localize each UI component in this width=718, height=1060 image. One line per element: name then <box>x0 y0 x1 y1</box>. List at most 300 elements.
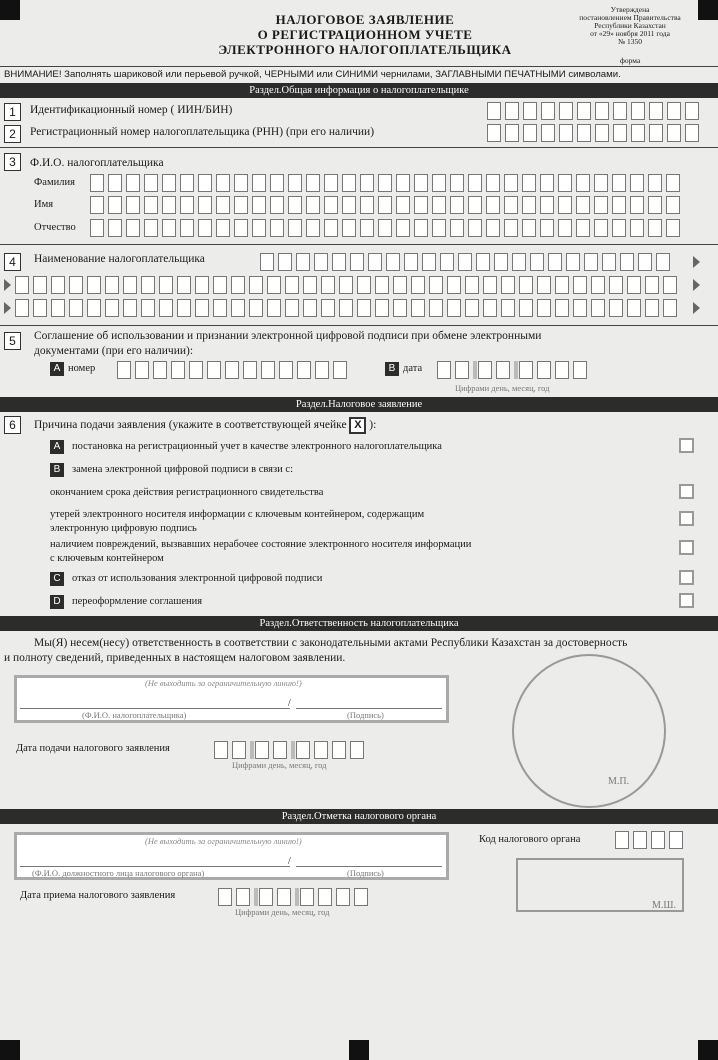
input-cell[interactable] <box>213 299 227 317</box>
continue-arrow-icon <box>693 302 700 314</box>
input-cell[interactable] <box>270 219 284 237</box>
input-cell[interactable] <box>342 219 356 237</box>
input-cell[interactable] <box>314 253 328 271</box>
input-cell[interactable] <box>15 299 29 317</box>
input-cell[interactable] <box>396 196 410 214</box>
input-cell[interactable] <box>422 253 436 271</box>
input-cell[interactable] <box>465 276 479 294</box>
reason-b1-checkbox[interactable] <box>679 484 694 499</box>
input-cell[interactable] <box>198 219 212 237</box>
input-cell[interactable] <box>378 174 392 192</box>
input-cell[interactable] <box>648 196 662 214</box>
input-cell[interactable] <box>126 219 140 237</box>
input-cell[interactable] <box>483 276 497 294</box>
agreement-number-cells[interactable] <box>117 361 351 379</box>
agreement-date-label: дата <box>403 363 423 374</box>
divider <box>0 66 718 67</box>
input-cell[interactable] <box>198 174 212 192</box>
field-number: 4 <box>4 253 21 271</box>
input-cell[interactable] <box>468 219 482 237</box>
input-cell[interactable] <box>360 174 374 192</box>
input-cell[interactable] <box>530 253 544 271</box>
input-cell[interactable] <box>267 276 281 294</box>
input-cell[interactable] <box>357 299 371 317</box>
input-cell[interactable] <box>630 174 644 192</box>
input-cell[interactable] <box>630 196 644 214</box>
section4-header: Раздел.Отметка налогового органа <box>0 809 718 824</box>
input-cell[interactable] <box>476 253 490 271</box>
reason-b1-label: окончанием срока действия регистрационного свидетельства <box>50 487 324 498</box>
input-cell[interactable] <box>177 276 191 294</box>
input-cell[interactable] <box>126 174 140 192</box>
input-cell[interactable] <box>411 299 425 317</box>
input-cell[interactable] <box>288 196 302 214</box>
section3-header: Раздел.Ответственность налогоплательщика <box>0 616 718 631</box>
input-cell[interactable] <box>404 253 418 271</box>
input-cell[interactable] <box>315 361 329 379</box>
input-cell[interactable] <box>195 276 209 294</box>
input-cell[interactable] <box>278 253 292 271</box>
input-cell[interactable] <box>663 299 677 317</box>
input-cell[interactable] <box>324 174 338 192</box>
input-cell[interactable] <box>296 253 310 271</box>
approval-note <box>568 6 692 46</box>
option-letter: D <box>50 595 64 609</box>
input-cell[interactable] <box>393 276 407 294</box>
taxpayer-name-cells[interactable] <box>15 299 681 317</box>
input-cell[interactable] <box>368 253 382 271</box>
input-cell[interactable] <box>159 276 173 294</box>
input-cell[interactable] <box>594 174 608 192</box>
input-cell[interactable] <box>321 299 335 317</box>
input-cell[interactable] <box>573 276 587 294</box>
reason-b2-label: электронную цифровую подпись <box>50 523 197 534</box>
input-cell[interactable] <box>411 276 425 294</box>
input-cell[interactable] <box>231 276 245 294</box>
date-hint: Цифрами день, месяц, год <box>455 383 550 393</box>
input-cell[interactable] <box>279 361 293 379</box>
reason-d-checkbox[interactable] <box>679 593 694 608</box>
input-cell[interactable] <box>519 276 533 294</box>
tax-authority-code-cells[interactable] <box>615 831 687 849</box>
reason-b2-checkbox[interactable] <box>679 511 694 526</box>
input-cell[interactable] <box>144 196 158 214</box>
input-cell[interactable] <box>252 174 266 192</box>
approval-line: от «29» ноября 2011 года <box>590 29 670 38</box>
date-hint: Цифрами день, месяц, год <box>235 907 330 917</box>
reason-b3-checkbox[interactable] <box>679 540 694 555</box>
input-cell[interactable] <box>216 219 230 237</box>
section2-header: Раздел.Налоговое заявление <box>0 397 718 412</box>
reason-label <box>34 417 376 434</box>
patronymic-label: Отчество <box>34 222 76 233</box>
field-number: 1 <box>4 103 21 121</box>
input-cell[interactable] <box>591 299 605 317</box>
input-cell[interactable] <box>375 276 389 294</box>
input-cell[interactable] <box>630 219 644 237</box>
input-cell[interactable] <box>432 219 446 237</box>
input-cell[interactable] <box>512 253 526 271</box>
sign-line <box>296 708 442 709</box>
input-cell[interactable] <box>594 196 608 214</box>
input-cell[interactable] <box>504 174 518 192</box>
reason-b-label: замена электронной цифровой подписи в связи с: <box>72 464 293 475</box>
input-cell[interactable] <box>494 253 508 271</box>
acceptance-date-label: Дата приема налогового заявления <box>20 890 176 901</box>
input-cell[interactable] <box>303 299 317 317</box>
separator: / <box>288 698 291 709</box>
reason-label-text: Причина подачи заявления (укажите в соответствующей ячейке <box>34 419 347 431</box>
field-number: 5 <box>4 332 21 350</box>
input-cell[interactable] <box>285 299 299 317</box>
input-cell[interactable] <box>393 299 407 317</box>
input-cell[interactable] <box>483 299 497 317</box>
input-cell[interactable] <box>324 219 338 237</box>
input-cell[interactable] <box>414 219 428 237</box>
input-cell[interactable] <box>378 219 392 237</box>
input-cell[interactable] <box>260 253 274 271</box>
input-cell[interactable] <box>105 299 119 317</box>
reason-c-label: отказ от использования электронной цифровой подписи <box>72 573 323 584</box>
input-cell[interactable] <box>135 361 149 379</box>
input-cell[interactable] <box>648 174 662 192</box>
input-cell[interactable] <box>180 219 194 237</box>
input-cell[interactable] <box>360 219 374 237</box>
input-cell[interactable] <box>270 174 284 192</box>
input-cell[interactable] <box>249 276 263 294</box>
input-cell[interactable] <box>252 196 266 214</box>
input-cell[interactable] <box>15 276 29 294</box>
sign-line <box>296 866 442 867</box>
input-cell[interactable] <box>591 276 605 294</box>
input-cell[interactable] <box>602 253 616 271</box>
input-cell[interactable] <box>504 219 518 237</box>
reason-b3-label: с ключевым контейнером <box>50 553 164 564</box>
input-cell[interactable] <box>501 276 515 294</box>
input-cell[interactable] <box>339 276 353 294</box>
input-cell[interactable] <box>90 196 104 214</box>
reason-d-label: переоформление соглашения <box>72 596 203 607</box>
input-cell[interactable] <box>666 174 680 192</box>
input-cell[interactable] <box>468 174 482 192</box>
rnn-cells[interactable] <box>487 124 703 142</box>
divider <box>0 244 718 245</box>
corner-marker <box>698 1040 718 1060</box>
input-cell[interactable] <box>342 174 356 192</box>
input-cell[interactable] <box>645 276 659 294</box>
input-cell[interactable] <box>213 276 227 294</box>
input-cell[interactable] <box>396 219 410 237</box>
input-cell[interactable] <box>159 299 173 317</box>
input-cell[interactable] <box>573 299 587 317</box>
input-cell[interactable] <box>584 253 598 271</box>
input-cell[interactable] <box>252 219 266 237</box>
input-cell[interactable] <box>216 174 230 192</box>
input-cell[interactable] <box>162 196 176 214</box>
agreement-date-cells[interactable] <box>437 361 591 379</box>
input-cell[interactable] <box>333 361 347 379</box>
date-hint: Цифрами день, месяц, год <box>232 760 327 770</box>
reason-label-text: ): <box>369 419 377 431</box>
input-cell[interactable] <box>432 174 446 192</box>
input-cell[interactable] <box>225 361 239 379</box>
corner-marker <box>698 0 718 20</box>
input-cell[interactable] <box>360 196 374 214</box>
field-number: 3 <box>4 153 21 171</box>
input-cell[interactable] <box>141 276 155 294</box>
input-cell[interactable] <box>648 219 662 237</box>
input-cell[interactable] <box>627 299 641 317</box>
tax-authority-code-label: Код налогового органа <box>479 834 581 845</box>
input-cell[interactable] <box>566 253 580 271</box>
input-cell[interactable] <box>458 253 472 271</box>
input-cell[interactable] <box>555 299 569 317</box>
input-cell[interactable] <box>450 196 464 214</box>
input-cell[interactable] <box>576 174 590 192</box>
input-cell[interactable] <box>339 299 353 317</box>
section1-header: Раздел.Общая информация о налогоплательщике <box>0 83 718 98</box>
approval-line: постановлением Правительства <box>579 13 681 22</box>
reason-b3-label: наличием повреждений, вызвавших нерабочее состояние электронного носителя информации <box>50 539 472 550</box>
input-cell[interactable] <box>414 174 428 192</box>
agreement-number-label: номер <box>68 363 96 374</box>
input-cell[interactable] <box>558 219 572 237</box>
patronymic-cells[interactable] <box>90 219 684 237</box>
input-cell[interactable] <box>440 253 454 271</box>
approval-line: Республики Казахстан <box>594 21 666 30</box>
input-cell[interactable] <box>90 219 104 237</box>
input-cell[interactable] <box>594 219 608 237</box>
input-cell[interactable] <box>141 299 155 317</box>
reason-a-label: постановка на регистрационный учет в качестве электронного налогоплательщика <box>72 441 442 452</box>
responsibility-text: Мы(Я) несем(несу) ответственность в соответствии с законодательными актами Республики Казахстан за достоверность <box>34 637 628 649</box>
rnn-label: Регистрационный номер налогоплательщика (РНН) (при его наличии) <box>30 126 375 138</box>
input-cell[interactable] <box>486 196 500 214</box>
input-cell[interactable] <box>620 253 634 271</box>
input-cell[interactable] <box>87 299 101 317</box>
input-cell[interactable] <box>627 276 641 294</box>
input-cell[interactable] <box>447 276 461 294</box>
approval-line: Утверждена <box>610 5 650 14</box>
signature-hint: (Не выходить за ограничительную линию!) <box>145 836 302 846</box>
input-cell[interactable] <box>450 174 464 192</box>
input-cell[interactable] <box>414 196 428 214</box>
input-cell[interactable] <box>162 219 176 237</box>
input-cell[interactable] <box>375 299 389 317</box>
input-cell[interactable] <box>558 196 572 214</box>
input-cell[interactable] <box>555 276 569 294</box>
input-cell[interactable] <box>153 361 167 379</box>
signature-hint: (Не выходить за ограничительную линию!) <box>145 678 302 688</box>
input-cell[interactable] <box>324 196 338 214</box>
reason-b2-label: утерей электронного носителя информации с ключевым контейнером, содержащим <box>50 509 425 520</box>
acceptance-date-cells[interactable] <box>218 888 372 906</box>
input-cell[interactable] <box>656 253 670 271</box>
input-cell[interactable] <box>558 174 572 192</box>
input-cell[interactable] <box>612 219 626 237</box>
divider <box>0 325 718 326</box>
input-cell[interactable] <box>638 253 652 271</box>
input-cell[interactable] <box>666 196 680 214</box>
input-cell[interactable] <box>522 174 536 192</box>
input-cell[interactable] <box>267 299 281 317</box>
input-cell[interactable] <box>306 174 320 192</box>
input-cell[interactable] <box>501 299 515 317</box>
input-cell[interactable] <box>231 299 245 317</box>
input-cell[interactable] <box>540 219 554 237</box>
input-cell[interactable] <box>465 299 479 317</box>
input-cell[interactable] <box>486 174 500 192</box>
input-cell[interactable] <box>234 219 248 237</box>
input-cell[interactable] <box>612 196 626 214</box>
input-cell[interactable] <box>234 174 248 192</box>
input-cell[interactable] <box>342 196 356 214</box>
divider <box>0 147 718 148</box>
input-cell[interactable] <box>357 276 371 294</box>
input-cell[interactable] <box>177 299 191 317</box>
input-cell[interactable] <box>306 219 320 237</box>
input-cell[interactable] <box>171 361 185 379</box>
input-cell[interactable] <box>432 196 446 214</box>
input-cell[interactable] <box>447 299 461 317</box>
input-cell[interactable] <box>486 219 500 237</box>
input-cell[interactable] <box>350 253 364 271</box>
title-line: ЭЛЕКТРОННОГО НАЛОГОПЛАТЕЛЬЩИКА <box>218 42 512 57</box>
input-cell[interactable] <box>540 196 554 214</box>
input-cell[interactable] <box>297 361 311 379</box>
input-cell[interactable] <box>288 174 302 192</box>
approval-line: № 1350 <box>617 37 643 46</box>
input-cell[interactable] <box>429 299 443 317</box>
form-label: форма <box>620 56 641 65</box>
separator: / <box>288 856 291 867</box>
input-cell[interactable] <box>504 196 518 214</box>
input-cell[interactable] <box>429 276 443 294</box>
input-cell[interactable] <box>522 196 536 214</box>
fio-line <box>20 866 290 867</box>
input-cell[interactable] <box>90 174 104 192</box>
taxpayer-name-cells[interactable] <box>15 276 681 294</box>
reason-c-checkbox[interactable] <box>679 570 694 585</box>
taxpayer-name-label: Наименование налогоплательщика <box>34 253 205 265</box>
input-cell[interactable] <box>207 361 221 379</box>
input-cell[interactable] <box>261 361 275 379</box>
input-cell[interactable] <box>162 174 176 192</box>
input-cell[interactable] <box>321 276 335 294</box>
submission-date-cells[interactable] <box>214 741 368 759</box>
input-cell[interactable] <box>522 219 536 237</box>
input-cell[interactable] <box>180 174 194 192</box>
input-cell[interactable] <box>123 276 137 294</box>
input-cell[interactable] <box>270 196 284 214</box>
input-cell[interactable] <box>108 219 122 237</box>
title-line: О РЕГИСТРАЦИОННОМ УЧЕТЕ <box>257 27 473 42</box>
input-cell[interactable] <box>519 299 533 317</box>
input-cell[interactable] <box>51 299 65 317</box>
input-cell[interactable] <box>450 219 464 237</box>
input-cell[interactable] <box>234 196 248 214</box>
sign-caption: (Подпись) <box>347 868 384 878</box>
input-cell[interactable] <box>612 174 626 192</box>
fio-caption: (Ф.И.О. должностного лица налогового органа) <box>32 868 205 878</box>
reason-a-checkbox[interactable] <box>679 438 694 453</box>
input-cell[interactable] <box>332 253 346 271</box>
input-cell[interactable] <box>33 276 47 294</box>
input-cell[interactable] <box>195 299 209 317</box>
input-cell[interactable] <box>396 174 410 192</box>
stamp-label: М.Ш. <box>652 900 676 911</box>
input-cell[interactable] <box>144 219 158 237</box>
input-cell[interactable] <box>663 276 677 294</box>
input-cell[interactable] <box>108 196 122 214</box>
corner-marker <box>349 1040 369 1060</box>
fio-caption: (Ф.И.О. налогоплательщика) <box>82 710 187 720</box>
input-cell[interactable] <box>69 276 83 294</box>
input-cell[interactable] <box>69 299 83 317</box>
continue-arrow-icon <box>693 256 700 268</box>
input-cell[interactable] <box>33 299 47 317</box>
input-cell[interactable] <box>51 276 65 294</box>
x-mark-sample: X <box>349 417 366 434</box>
input-cell[interactable] <box>378 196 392 214</box>
option-letter: C <box>50 572 64 586</box>
input-cell[interactable] <box>180 196 194 214</box>
input-cell[interactable] <box>540 174 554 192</box>
name-cells[interactable] <box>90 196 684 214</box>
taxpayer-name-cells[interactable] <box>260 253 674 271</box>
option-letter: A <box>50 362 64 376</box>
input-cell[interactable] <box>105 276 119 294</box>
input-cell[interactable] <box>386 253 400 271</box>
input-cell[interactable] <box>243 361 257 379</box>
input-cell[interactable] <box>189 361 203 379</box>
input-cell[interactable] <box>306 196 320 214</box>
input-cell[interactable] <box>87 276 101 294</box>
input-cell[interactable] <box>249 299 263 317</box>
field-number: 6 <box>4 416 21 434</box>
input-cell[interactable] <box>303 276 317 294</box>
input-cell[interactable] <box>666 219 680 237</box>
surname-label: Фамилия <box>34 177 75 188</box>
iin-cells[interactable] <box>487 102 703 120</box>
input-cell[interactable] <box>645 299 659 317</box>
input-cell[interactable] <box>108 174 122 192</box>
continue-arrow-icon <box>693 279 700 291</box>
fio-line <box>20 708 290 709</box>
input-cell[interactable] <box>288 219 302 237</box>
corner-marker <box>0 1040 20 1060</box>
input-cell[interactable] <box>609 299 623 317</box>
iin-label: Идентификационный номер ( ИИН/БИН) <box>30 104 233 116</box>
input-cell[interactable] <box>609 276 623 294</box>
input-cell[interactable] <box>576 219 590 237</box>
input-cell[interactable] <box>123 299 137 317</box>
input-cell[interactable] <box>468 196 482 214</box>
sign-caption: (Подпись) <box>347 710 384 720</box>
input-cell[interactable] <box>537 299 551 317</box>
input-cell[interactable] <box>285 276 299 294</box>
input-cell[interactable] <box>576 196 590 214</box>
input-cell[interactable] <box>548 253 562 271</box>
submission-date-label: Дата подачи налогового заявления <box>16 743 170 754</box>
input-cell[interactable] <box>537 276 551 294</box>
input-cell[interactable] <box>216 196 230 214</box>
input-cell[interactable] <box>117 361 131 379</box>
input-cell[interactable] <box>126 196 140 214</box>
surname-cells[interactable] <box>90 174 684 192</box>
input-cell[interactable] <box>144 174 158 192</box>
input-cell[interactable] <box>198 196 212 214</box>
